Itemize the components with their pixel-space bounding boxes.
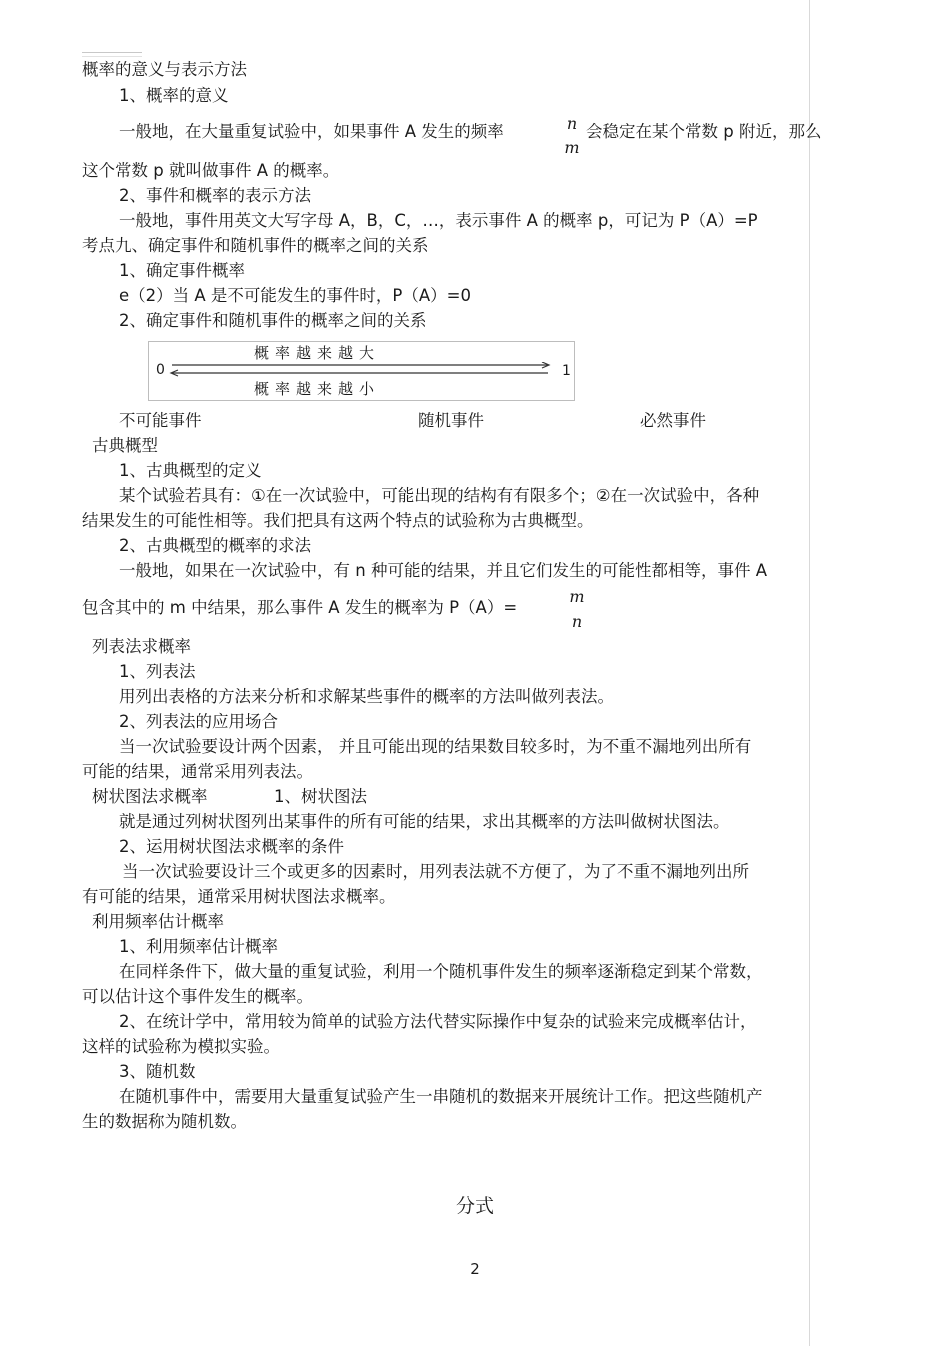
paragraph-text: 结果发生的可能性相等。我们把具有这两个特点的试验称为古典概型。 [82,511,594,530]
event-label-impossible: 不可能事件 [119,411,202,430]
fraction-denominator: n [571,612,583,631]
paragraph-text: 生的数据称为随机数。 [82,1112,247,1131]
paragraph-text: 一般地，在大量重复试验中，如果事件 A 发生的频率 [119,122,504,141]
paragraph-text: 包含其中的 m 中结果，那么事件 A 发生的概率为 P（A）= [82,598,518,617]
paragraph-text: 在同样条件下，做大量的重复试验，利用一个随机事件发生的频率逐渐稳定到某个常数， [119,962,763,981]
corner-crop-mark [82,52,142,53]
paragraph-text: 这样的试验称为模拟实验。 [82,1037,280,1056]
section-heading-classical: 古典概型 [92,436,158,455]
subheading-random-numbers: 3、随机数 [119,1062,196,1081]
subheading-relationship: 2、确定事件和随机事件的概率之间的关系 [119,311,427,330]
paragraph-text: 有可能的结果，通常采用树状图法求概率。 [82,887,396,906]
paragraph-text: 可以估计这个事件发生的概率。 [82,987,313,1006]
paragraph-text: 会稳定在某个常数 p 附近，那么 [586,122,822,141]
paragraph-text: e（2）当 A 是不可能发生的事件时，P（A）=0 [119,286,471,305]
section-heading-frequency: 利用频率估计概率 [92,912,224,931]
subheading-table-method: 1、列表法 [119,662,196,681]
footer-section-title: 分式 [455,1195,494,1217]
corner-crop-mark-secondary [82,56,142,57]
subheading-representation: 2、事件和概率的表示方法 [119,186,311,205]
fraction-numerator: m [569,587,585,606]
subheading-frequency-estimate: 1、利用频率估计概率 [119,937,278,956]
fraction-denominator: m [564,138,580,157]
paragraph-text: 某个试验若具有：①在一次试验中，可能出现的结构有有限多个；②在一次试验中，各种 [119,486,760,505]
paragraph-text: 可能的结果，通常采用列表法。 [82,762,313,781]
double-arrow-icon [168,362,554,378]
paragraph-text: 用列出表格的方法来分析和求解某些事件的概率的方法叫做列表法。 [119,687,614,706]
paragraph-text: 就是通过列树状图列出某事件的所有可能的结果，求出其概率的方法叫做树状图法。 [119,812,730,831]
scale-label-increasing: 概率越来越大 [254,344,381,362]
subheading-tree-method: 1、树状图法 [274,787,367,806]
paragraph-text: 当一次试验要设计两个因素， 并且可能出现的结果数目较多时，为不重不漏地列出所有 [119,737,752,756]
subheading-table-usage: 2、列表法的应用场合 [119,712,278,731]
page-number: 2 [470,1260,480,1278]
subheading-classical-method: 2、古典概型的概率的求法 [119,536,311,555]
section-heading-point-nine: 考点九、确定事件和随机事件的概率之间的关系 [82,236,429,255]
event-label-certain: 必然事件 [640,411,706,430]
paragraph-text: 在随机事件中，需要用大量重复试验产生一串随机的数据来开展统计工作。把这些随机产 [119,1087,763,1106]
subheading-certain-events: 1、确定事件概率 [119,261,245,280]
subheading-tree-conditions: 2、运用树状图法求概率的条件 [119,837,344,856]
section-title: 概率的意义与表示方法 [82,60,247,79]
subheading-classical-definition: 1、古典概型的定义 [119,461,262,480]
paragraph-text: 一般地，事件用英文大写字母 A，B，C，…，表示事件 A 的概率 p，可记为 P（A）=P [119,211,758,230]
scale-label-decreasing: 概率越来越小 [254,380,381,398]
paragraph-text: 当一次试验要设计三个或更多的因素时，用列表法就不方便了，为了不重不漏地列出所 [122,862,749,881]
fraction-numerator: n [566,114,578,133]
paragraph-text: 一般地，如果在一次试验中，有 n 种可能的结果，并且它们发生的可能性都相等，事件 A [119,561,767,580]
scale-one-label: 1 [562,363,571,379]
section-heading-table-method: 列表法求概率 [92,637,191,656]
paragraph-text: 这个常数 p 就叫做事件 A 的概率。 [82,161,340,180]
scale-zero-label: 0 [156,362,165,378]
right-margin-guide [809,0,810,1346]
subheading-probability-meaning: 1、概率的意义 [119,86,229,105]
event-label-random: 随机事件 [418,411,484,430]
paragraph-text: 2、在统计学中，常用较为简单的试验方法代替实际操作中复杂的试验来完成概率估计， [119,1012,757,1031]
section-heading-tree-method: 树状图法求概率 [92,787,208,806]
